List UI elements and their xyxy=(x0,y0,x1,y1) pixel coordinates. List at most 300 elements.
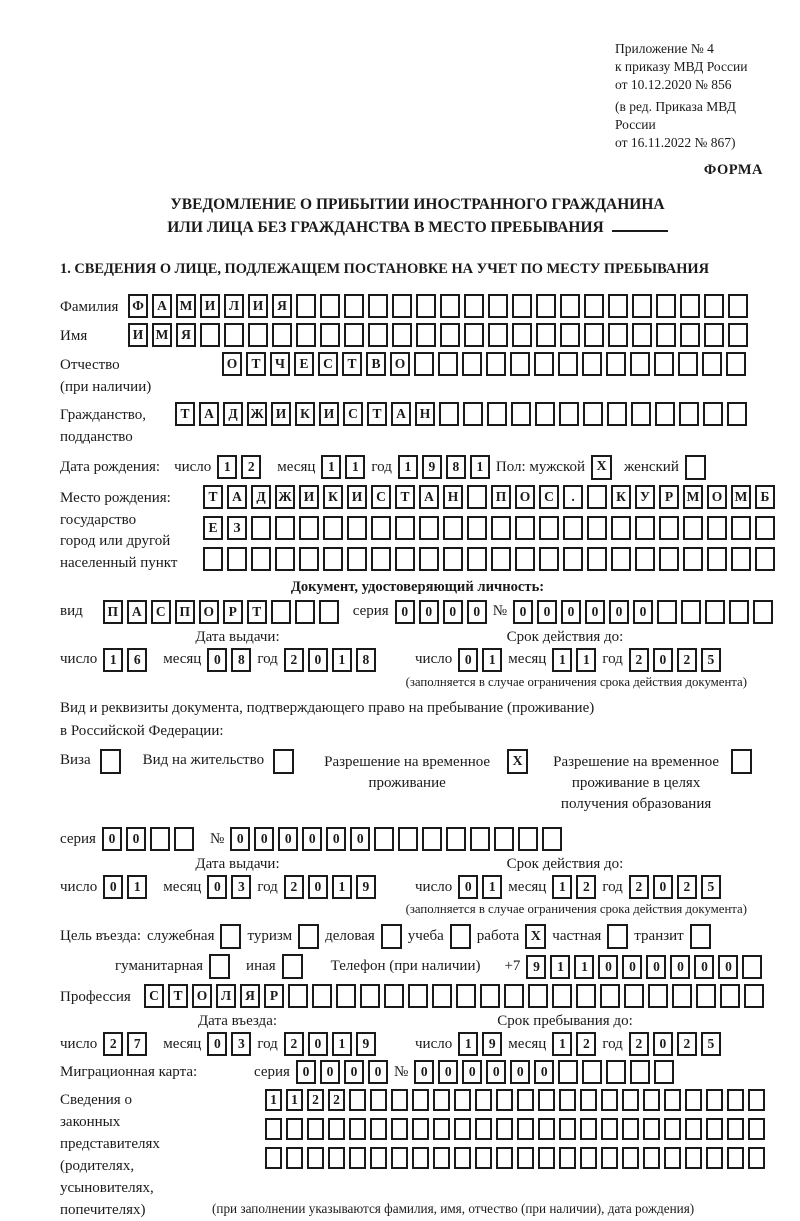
char-cell[interactable] xyxy=(467,547,487,571)
char-cell[interactable] xyxy=(611,547,631,571)
char-cell[interactable]: И xyxy=(271,402,291,426)
char-cell[interactable]: Е xyxy=(203,516,223,540)
char-cell[interactable] xyxy=(624,984,644,1008)
char-cell[interactable] xyxy=(395,516,415,540)
char-cell[interactable] xyxy=(419,547,439,571)
char-cell[interactable]: 0 xyxy=(230,827,250,851)
char-cell[interactable] xyxy=(463,402,483,426)
char-cell[interactable]: Д xyxy=(223,402,243,426)
char-cell[interactable] xyxy=(611,516,631,540)
char-cell[interactable]: 2 xyxy=(284,1032,304,1056)
char-cell[interactable]: 0 xyxy=(308,875,328,899)
char-cell[interactable]: 8 xyxy=(446,455,466,479)
char-cell[interactable] xyxy=(538,1147,555,1169)
char-cell[interactable] xyxy=(744,984,764,1008)
char-cell[interactable] xyxy=(150,827,170,851)
char-cell[interactable] xyxy=(683,547,703,571)
char-cell[interactable] xyxy=(464,323,484,347)
char-cell[interactable]: Л xyxy=(224,294,244,318)
char-cell[interactable] xyxy=(349,1118,366,1140)
char-cell[interactable]: 0 xyxy=(326,827,346,851)
char-cell[interactable]: 0 xyxy=(653,648,673,672)
char-cell[interactable]: 9 xyxy=(526,955,546,979)
char-cell[interactable] xyxy=(475,1089,492,1111)
char-cell[interactable] xyxy=(655,402,675,426)
char-cell[interactable]: 2 xyxy=(103,1032,123,1056)
char-cell[interactable]: 0 xyxy=(254,827,274,851)
char-cell[interactable] xyxy=(398,827,418,851)
char-cell[interactable] xyxy=(496,1147,513,1169)
char-cell[interactable] xyxy=(631,402,651,426)
char-cell[interactable] xyxy=(456,984,476,1008)
char-cell[interactable]: М xyxy=(731,485,751,509)
char-cell[interactable] xyxy=(295,600,315,624)
char-cell[interactable] xyxy=(664,1147,681,1169)
char-cell[interactable] xyxy=(654,1060,674,1084)
char-cell[interactable]: 1 xyxy=(470,455,490,479)
char-cell[interactable] xyxy=(606,1060,626,1084)
char-cell[interactable]: 5 xyxy=(701,875,721,899)
char-cell[interactable]: О xyxy=(707,485,727,509)
char-cell[interactable]: М xyxy=(152,323,172,347)
char-cell[interactable]: 2 xyxy=(677,648,697,672)
char-cell[interactable] xyxy=(414,352,434,376)
char-cell[interactable] xyxy=(742,955,762,979)
char-cell[interactable]: К xyxy=(295,402,315,426)
char-cell[interactable] xyxy=(494,827,514,851)
char-cell[interactable] xyxy=(656,323,676,347)
char-cell[interactable] xyxy=(542,827,562,851)
char-cell[interactable]: Д xyxy=(251,485,271,509)
char-cell[interactable] xyxy=(323,547,343,571)
char-cell[interactable]: П xyxy=(103,600,123,624)
char-cell[interactable] xyxy=(727,1118,744,1140)
char-cell[interactable] xyxy=(443,547,463,571)
char-cell[interactable]: С xyxy=(151,600,171,624)
char-cell[interactable] xyxy=(755,516,775,540)
char-cell[interactable] xyxy=(515,547,535,571)
char-cell[interactable] xyxy=(685,1089,702,1111)
char-cell[interactable] xyxy=(608,323,628,347)
char-cell[interactable] xyxy=(408,984,428,1008)
char-cell[interactable]: 2 xyxy=(307,1089,324,1111)
char-cell[interactable] xyxy=(731,547,751,571)
char-cell[interactable]: 0 xyxy=(207,1032,227,1056)
char-cell[interactable] xyxy=(272,323,292,347)
char-cell[interactable] xyxy=(370,1118,387,1140)
char-cell[interactable] xyxy=(344,323,364,347)
char-cell[interactable] xyxy=(563,547,583,571)
char-cell[interactable]: 0 xyxy=(308,648,328,672)
char-cell[interactable] xyxy=(558,1060,578,1084)
char-cell[interactable] xyxy=(538,1118,555,1140)
char-cell[interactable]: 0 xyxy=(486,1060,506,1084)
char-cell[interactable] xyxy=(608,294,628,318)
char-cell[interactable] xyxy=(558,352,578,376)
char-cell[interactable]: 2 xyxy=(677,1032,697,1056)
char-cell[interactable] xyxy=(601,1118,618,1140)
char-cell[interactable]: 0 xyxy=(537,600,557,624)
char-cell[interactable]: Т xyxy=(367,402,387,426)
char-cell[interactable] xyxy=(536,294,556,318)
char-cell[interactable] xyxy=(412,1089,429,1111)
char-cell[interactable] xyxy=(475,1147,492,1169)
char-cell[interactable]: Т xyxy=(247,600,267,624)
char-cell[interactable]: 0 xyxy=(462,1060,482,1084)
char-cell[interactable] xyxy=(748,1118,765,1140)
char-cell[interactable] xyxy=(587,547,607,571)
char-cell[interactable] xyxy=(630,1060,650,1084)
char-cell[interactable]: 0 xyxy=(513,600,533,624)
char-cell[interactable]: Т xyxy=(395,485,415,509)
char-cell[interactable] xyxy=(727,1089,744,1111)
char-cell[interactable]: Т xyxy=(168,984,188,1008)
char-cell[interactable] xyxy=(536,323,556,347)
char-cell[interactable]: 9 xyxy=(482,1032,502,1056)
char-cell[interactable]: 7 xyxy=(127,1032,147,1056)
char-cell[interactable]: 0 xyxy=(344,1060,364,1084)
char-cell[interactable] xyxy=(488,294,508,318)
char-cell[interactable] xyxy=(748,1089,765,1111)
char-cell[interactable]: Б xyxy=(755,485,775,509)
char-cell[interactable] xyxy=(467,485,487,509)
char-cell[interactable] xyxy=(433,1147,450,1169)
char-cell[interactable]: М xyxy=(176,294,196,318)
char-cell[interactable] xyxy=(412,1147,429,1169)
char-cell[interactable]: 0 xyxy=(653,1032,673,1056)
char-cell[interactable]: 1 xyxy=(217,455,237,479)
char-cell[interactable] xyxy=(419,516,439,540)
purpose-tourism-checkbox[interactable] xyxy=(298,924,319,949)
char-cell[interactable] xyxy=(679,402,699,426)
char-cell[interactable]: Р xyxy=(659,485,679,509)
char-cell[interactable] xyxy=(491,547,511,571)
char-cell[interactable]: 0 xyxy=(320,1060,340,1084)
char-cell[interactable] xyxy=(518,827,538,851)
char-cell[interactable]: 0 xyxy=(278,827,298,851)
char-cell[interactable]: 1 xyxy=(332,875,352,899)
char-cell[interactable] xyxy=(371,516,391,540)
char-cell[interactable]: 5 xyxy=(701,1032,721,1056)
char-cell[interactable]: 8 xyxy=(231,648,251,672)
visa-checkbox[interactable] xyxy=(100,749,121,774)
char-cell[interactable] xyxy=(336,984,356,1008)
char-cell[interactable]: 1 xyxy=(321,455,341,479)
sex-male-checkbox[interactable]: X xyxy=(591,455,612,480)
char-cell[interactable] xyxy=(422,827,442,851)
char-cell[interactable] xyxy=(296,294,316,318)
char-cell[interactable] xyxy=(454,1147,471,1169)
char-cell[interactable]: 1 xyxy=(332,1032,352,1056)
char-cell[interactable]: И xyxy=(319,402,339,426)
char-cell[interactable] xyxy=(560,294,580,318)
char-cell[interactable]: Ч xyxy=(270,352,290,376)
char-cell[interactable] xyxy=(707,547,727,571)
char-cell[interactable] xyxy=(454,1118,471,1140)
char-cell[interactable] xyxy=(664,1089,681,1111)
char-cell[interactable] xyxy=(464,294,484,318)
char-cell[interactable] xyxy=(535,402,555,426)
char-cell[interactable] xyxy=(587,516,607,540)
char-cell[interactable] xyxy=(323,516,343,540)
char-cell[interactable]: М xyxy=(683,485,703,509)
char-cell[interactable] xyxy=(271,600,291,624)
char-cell[interactable] xyxy=(349,1089,366,1111)
char-cell[interactable]: Л xyxy=(216,984,236,1008)
char-cell[interactable] xyxy=(643,1089,660,1111)
char-cell[interactable]: 1 xyxy=(103,648,123,672)
char-cell[interactable] xyxy=(559,1118,576,1140)
char-cell[interactable] xyxy=(265,1147,282,1169)
char-cell[interactable]: 2 xyxy=(284,648,304,672)
char-cell[interactable] xyxy=(582,1060,602,1084)
char-cell[interactable]: 0 xyxy=(103,875,123,899)
char-cell[interactable]: 0 xyxy=(126,827,146,851)
char-cell[interactable] xyxy=(635,516,655,540)
char-cell[interactable] xyxy=(370,1147,387,1169)
char-cell[interactable] xyxy=(748,1147,765,1169)
char-cell[interactable]: 1 xyxy=(398,455,418,479)
char-cell[interactable] xyxy=(439,402,459,426)
char-cell[interactable] xyxy=(368,294,388,318)
char-cell[interactable]: 2 xyxy=(241,455,261,479)
char-cell[interactable]: И xyxy=(200,294,220,318)
char-cell[interactable]: 1 xyxy=(127,875,147,899)
char-cell[interactable] xyxy=(680,294,700,318)
char-cell[interactable]: А xyxy=(419,485,439,509)
char-cell[interactable]: К xyxy=(611,485,631,509)
purpose-private-checkbox[interactable] xyxy=(607,924,628,949)
char-cell[interactable] xyxy=(328,1147,345,1169)
char-cell[interactable] xyxy=(706,1089,723,1111)
char-cell[interactable]: И xyxy=(299,485,319,509)
char-cell[interactable] xyxy=(392,323,412,347)
char-cell[interactable]: 0 xyxy=(585,600,605,624)
char-cell[interactable] xyxy=(347,516,367,540)
char-cell[interactable]: 8 xyxy=(356,648,376,672)
char-cell[interactable] xyxy=(344,294,364,318)
char-cell[interactable] xyxy=(347,547,367,571)
char-cell[interactable]: Н xyxy=(415,402,435,426)
char-cell[interactable]: И xyxy=(347,485,367,509)
char-cell[interactable]: 0 xyxy=(308,1032,328,1056)
char-cell[interactable]: 9 xyxy=(356,1032,376,1056)
purpose-other-checkbox[interactable] xyxy=(282,954,303,979)
char-cell[interactable] xyxy=(248,323,268,347)
purpose-official-checkbox[interactable] xyxy=(220,924,241,949)
char-cell[interactable] xyxy=(706,1147,723,1169)
char-cell[interactable]: 2 xyxy=(576,875,596,899)
char-cell[interactable]: Е xyxy=(294,352,314,376)
char-cell[interactable] xyxy=(683,516,703,540)
char-cell[interactable] xyxy=(659,547,679,571)
char-cell[interactable] xyxy=(488,323,508,347)
char-cell[interactable] xyxy=(392,294,412,318)
char-cell[interactable]: 2 xyxy=(576,1032,596,1056)
char-cell[interactable] xyxy=(632,294,652,318)
char-cell[interactable] xyxy=(433,1118,450,1140)
char-cell[interactable]: Т xyxy=(203,485,223,509)
char-cell[interactable]: 1 xyxy=(552,1032,572,1056)
char-cell[interactable] xyxy=(707,516,727,540)
char-cell[interactable] xyxy=(528,984,548,1008)
char-cell[interactable]: 1 xyxy=(576,648,596,672)
char-cell[interactable] xyxy=(227,547,247,571)
char-cell[interactable]: 0 xyxy=(350,827,370,851)
char-cell[interactable]: У xyxy=(635,485,655,509)
char-cell[interactable] xyxy=(349,1147,366,1169)
char-cell[interactable]: Я xyxy=(176,323,196,347)
char-cell[interactable] xyxy=(299,547,319,571)
char-cell[interactable] xyxy=(685,1147,702,1169)
char-cell[interactable]: 3 xyxy=(231,1032,251,1056)
char-cell[interactable] xyxy=(622,1118,639,1140)
char-cell[interactable] xyxy=(584,294,604,318)
char-cell[interactable]: 1 xyxy=(482,648,502,672)
char-cell[interactable] xyxy=(622,1147,639,1169)
char-cell[interactable]: О xyxy=(192,984,212,1008)
char-cell[interactable]: П xyxy=(175,600,195,624)
char-cell[interactable]: К xyxy=(323,485,343,509)
char-cell[interactable]: З xyxy=(227,516,247,540)
char-cell[interactable] xyxy=(584,323,604,347)
purpose-business-checkbox[interactable] xyxy=(381,924,402,949)
char-cell[interactable]: 9 xyxy=(422,455,442,479)
char-cell[interactable]: 0 xyxy=(694,955,714,979)
char-cell[interactable] xyxy=(307,1147,324,1169)
char-cell[interactable] xyxy=(515,516,535,540)
char-cell[interactable] xyxy=(384,984,404,1008)
char-cell[interactable]: 0 xyxy=(368,1060,388,1084)
char-cell[interactable] xyxy=(726,352,746,376)
char-cell[interactable] xyxy=(438,352,458,376)
char-cell[interactable]: 0 xyxy=(467,600,487,624)
char-cell[interactable]: П xyxy=(491,485,511,509)
char-cell[interactable] xyxy=(275,516,295,540)
char-cell[interactable] xyxy=(538,1089,555,1111)
char-cell[interactable]: 2 xyxy=(677,875,697,899)
purpose-humanitarian-checkbox[interactable] xyxy=(209,954,230,979)
char-cell[interactable] xyxy=(635,547,655,571)
char-cell[interactable] xyxy=(680,323,700,347)
char-cell[interactable]: 2 xyxy=(328,1089,345,1111)
char-cell[interactable]: Ж xyxy=(247,402,267,426)
char-cell[interactable] xyxy=(286,1147,303,1169)
char-cell[interactable] xyxy=(696,984,716,1008)
char-cell[interactable]: 1 xyxy=(482,875,502,899)
char-cell[interactable] xyxy=(391,1147,408,1169)
char-cell[interactable]: 0 xyxy=(510,1060,530,1084)
char-cell[interactable] xyxy=(320,294,340,318)
char-cell[interactable]: 9 xyxy=(356,875,376,899)
char-cell[interactable]: 0 xyxy=(458,648,478,672)
char-cell[interactable]: Я xyxy=(272,294,292,318)
char-cell[interactable]: 1 xyxy=(552,648,572,672)
char-cell[interactable] xyxy=(517,1089,534,1111)
char-cell[interactable] xyxy=(487,402,507,426)
char-cell[interactable]: 0 xyxy=(646,955,666,979)
char-cell[interactable]: 2 xyxy=(629,875,649,899)
char-cell[interactable] xyxy=(174,827,194,851)
char-cell[interactable]: О xyxy=(390,352,410,376)
char-cell[interactable]: О xyxy=(515,485,535,509)
char-cell[interactable]: 2 xyxy=(629,648,649,672)
char-cell[interactable] xyxy=(705,600,725,624)
char-cell[interactable] xyxy=(576,984,596,1008)
char-cell[interactable] xyxy=(539,547,559,571)
char-cell[interactable] xyxy=(467,516,487,540)
char-cell[interactable] xyxy=(580,1147,597,1169)
char-cell[interactable] xyxy=(510,352,530,376)
char-cell[interactable] xyxy=(319,600,339,624)
char-cell[interactable] xyxy=(580,1118,597,1140)
char-cell[interactable] xyxy=(678,352,698,376)
char-cell[interactable] xyxy=(720,984,740,1008)
char-cell[interactable]: О xyxy=(199,600,219,624)
char-cell[interactable] xyxy=(681,600,701,624)
char-cell[interactable] xyxy=(559,402,579,426)
char-cell[interactable]: 6 xyxy=(127,648,147,672)
char-cell[interactable] xyxy=(299,516,319,540)
char-cell[interactable] xyxy=(657,600,677,624)
edu-permit-checkbox[interactable] xyxy=(731,749,752,774)
char-cell[interactable] xyxy=(560,323,580,347)
purpose-work-checkbox[interactable]: X xyxy=(525,924,546,949)
char-cell[interactable]: А xyxy=(391,402,411,426)
char-cell[interactable]: Т xyxy=(342,352,362,376)
char-cell[interactable] xyxy=(582,352,602,376)
char-cell[interactable]: 0 xyxy=(207,648,227,672)
char-cell[interactable] xyxy=(753,600,773,624)
char-cell[interactable]: 0 xyxy=(438,1060,458,1084)
char-cell[interactable] xyxy=(727,1147,744,1169)
char-cell[interactable] xyxy=(307,1118,324,1140)
char-cell[interactable]: 1 xyxy=(458,1032,478,1056)
char-cell[interactable]: 1 xyxy=(550,955,570,979)
purpose-study-checkbox[interactable] xyxy=(450,924,471,949)
char-cell[interactable] xyxy=(433,1089,450,1111)
char-cell[interactable]: О xyxy=(222,352,242,376)
char-cell[interactable] xyxy=(601,1089,618,1111)
char-cell[interactable] xyxy=(727,402,747,426)
char-cell[interactable] xyxy=(702,352,722,376)
char-cell[interactable] xyxy=(371,547,391,571)
char-cell[interactable] xyxy=(630,352,650,376)
char-cell[interactable]: 0 xyxy=(414,1060,434,1084)
char-cell[interactable]: 0 xyxy=(609,600,629,624)
char-cell[interactable]: Т xyxy=(246,352,266,376)
char-cell[interactable] xyxy=(368,323,388,347)
char-cell[interactable] xyxy=(446,827,466,851)
residence-permit-checkbox[interactable] xyxy=(273,749,294,774)
temp-permit-checkbox[interactable]: X xyxy=(507,749,528,774)
char-cell[interactable] xyxy=(432,984,452,1008)
char-cell[interactable] xyxy=(320,323,340,347)
char-cell[interactable] xyxy=(395,547,415,571)
char-cell[interactable]: 0 xyxy=(207,875,227,899)
char-cell[interactable]: 1 xyxy=(265,1089,282,1111)
char-cell[interactable] xyxy=(440,294,460,318)
char-cell[interactable] xyxy=(251,516,271,540)
char-cell[interactable]: 1 xyxy=(552,875,572,899)
char-cell[interactable] xyxy=(539,516,559,540)
char-cell[interactable] xyxy=(511,402,531,426)
char-cell[interactable] xyxy=(496,1118,513,1140)
char-cell[interactable]: И xyxy=(248,294,268,318)
char-cell[interactable] xyxy=(512,323,532,347)
char-cell[interactable] xyxy=(288,984,308,1008)
char-cell[interactable] xyxy=(496,1089,513,1111)
